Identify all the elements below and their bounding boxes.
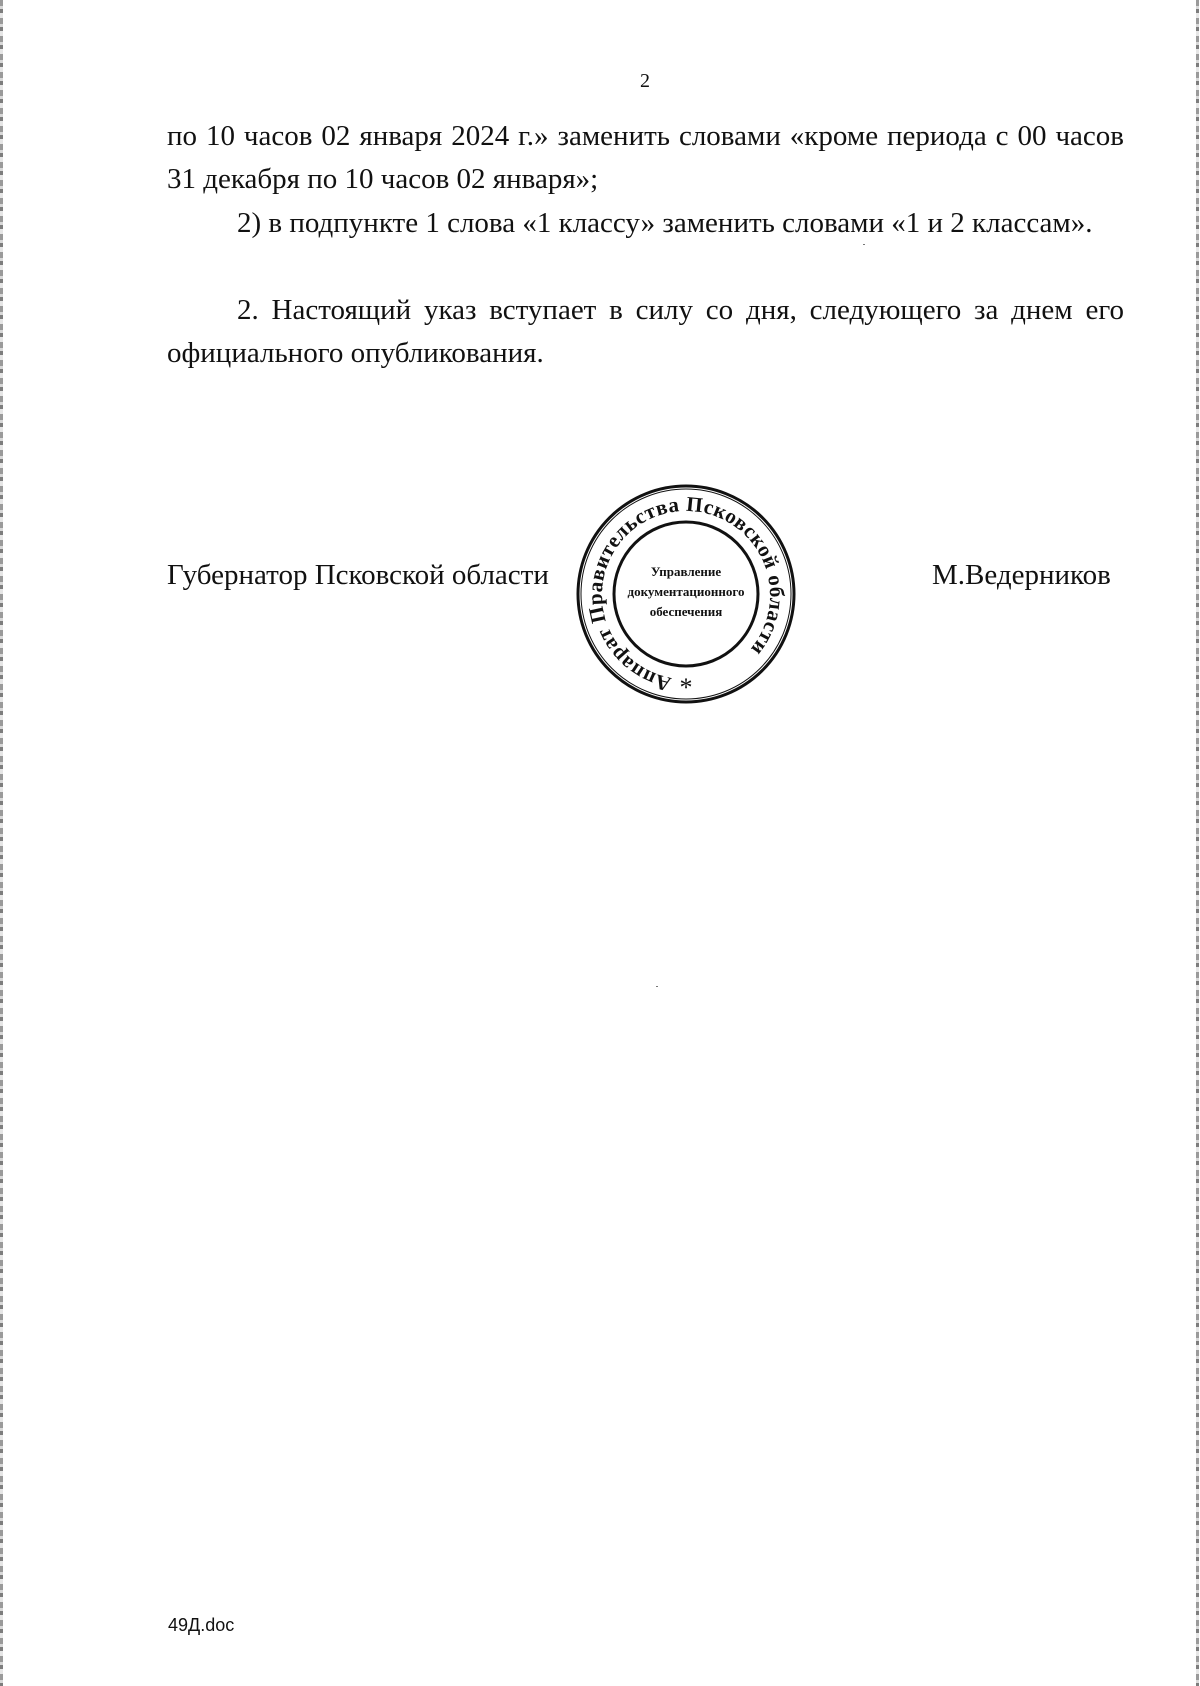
stamp-center-line-3: обеспечения <box>649 604 723 619</box>
footer-filename: 49Д.doc <box>168 1615 235 1635</box>
stamp-outer-text: Аппарат Правительства Псковской области <box>582 491 790 697</box>
scan-speck <box>656 986 658 987</box>
official-stamp <box>575 484 797 704</box>
scan-edge-left <box>0 0 3 1686</box>
paragraph-2: 2) в подпункте 1 слова «1 классу» заменить словами «1 и 2 классам». <box>237 207 1093 239</box>
scan-edge-right <box>1196 0 1199 1686</box>
stamp-star-icon: * <box>679 673 693 702</box>
signatory-position: Губернатор Псковской области <box>167 559 549 591</box>
scan-speck <box>863 244 865 245</box>
page-number: 2 <box>640 70 650 92</box>
stamp-center-line-2: документационного <box>627 584 745 599</box>
paragraph-1: по 10 часов 02 января 2024 г.» заменить словами «кроме периода с 00 часов 31 декабря по 10 часов 02 января»; <box>167 120 1124 195</box>
signatory-name: М.Ведерников <box>932 559 1111 591</box>
paragraph-3: 2. Настоящий указ вступает в силу со дня, следующего за днем его официального опубликования. <box>167 294 1124 369</box>
stamp-center-line-1: Управление <box>650 564 722 579</box>
